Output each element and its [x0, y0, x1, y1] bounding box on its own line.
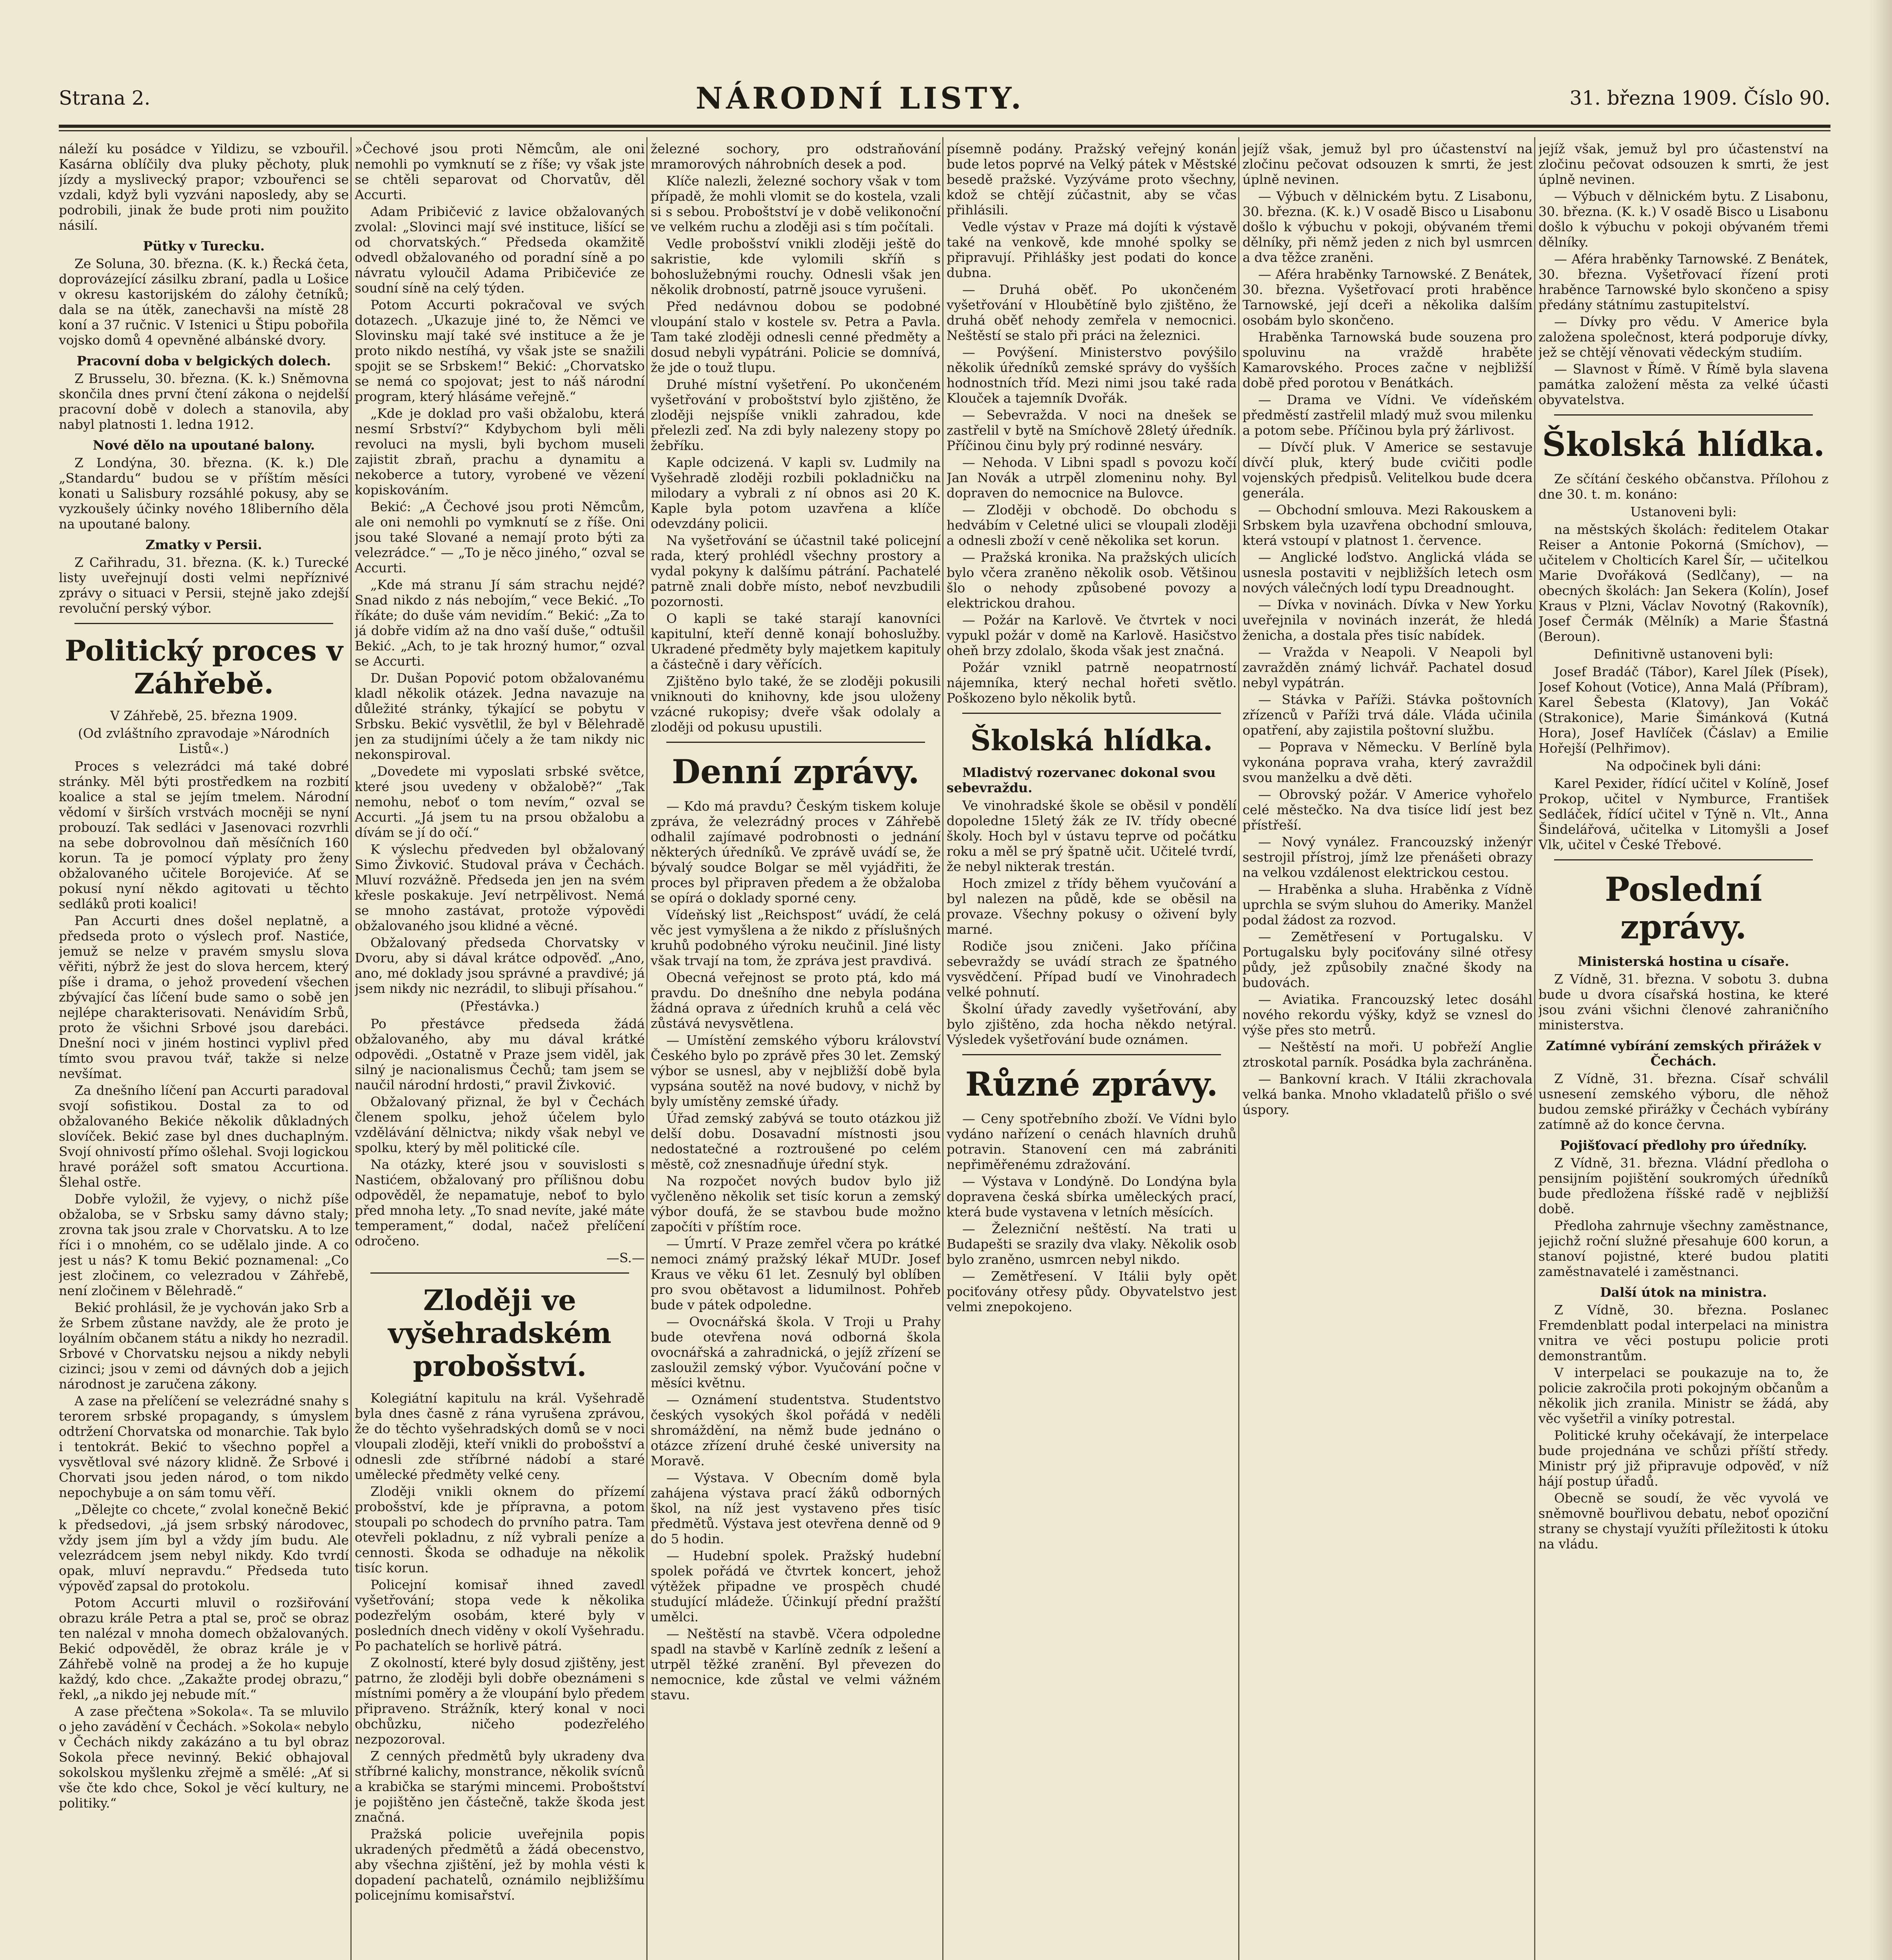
article-paragraph: Potom Accurti pokračoval ve svých dotazech. „Ukazuje jiné to, že Němci ve Slovinsku mají také své instituce a že je proto nikdo nestíhá, vy však jste se snažili spojit se se Srbskem!“ Bekić: „Chorvatsko se nemá co spojovat; jest to náš národní program, který hlásáme veřejně.“ [355, 297, 645, 404]
article-paragraph: Na rozpočet nových budov bylo již vyčleněno několik set tisíc korun a zemský výbor doufá, že se stavbou bude možno započíti v příštím roce. [651, 1173, 941, 1234]
article-paragraph: na městských školách: ředitelem Otakar Reiser a Antonie Pokorná (Smíchov), — učitelem v Cholticích Karel Šír, — učitelkou Marie Dvořáková (Sedlčany), — na obecných školách: Jan Sekera (Kolín), Josef Kraus v Plzni, Václav Novotný (Rakovník), Josef Čermák (Mělník) a Marie Šťastná (Beroun). [1538, 522, 1829, 644]
column-divider [1534, 137, 1535, 1960]
article-paragraph: — Drama ve Vídni. Ve vídeňském předměstí zastřelil mladý muž svou milenku a potom sebe. Příčinou byla prý žárlivost. [1243, 392, 1533, 438]
article-paragraph: — Výbuch v dělnickém bytu. Z Lisabonu, 30. března. (K. k.) V osadě Bisco u Lisabonu došlo k výbuchu v pokoji obývaném třemi dělníky. [1538, 189, 1829, 250]
article-paragraph: Obecná veřejnost se proto ptá, kdo má pravdu. Do dnešního dne nebyla podána žádná oprava z úředních kruhů a celá věc zůstává nevysvětlena. [651, 970, 941, 1031]
article-paragraph: — Druhá oběť. Po ukončeném vyšetřování v Hloubětíně bylo zjištěno, že druhá oběť nehody zemřela v nemocnici. Neštěstí se stalo při práci na železnici. [947, 282, 1237, 343]
news-subhead: Zmatky v Persii. [145, 537, 262, 552]
article-paragraph: — Slavnost v Římě. V Římě byla slavena památka založení města za velké účasti obyvatelstva. [1538, 361, 1829, 407]
article-paragraph: Z Vídně, 31. března. V sobotu 3. dubna bude u dvora císařská hostina, ke které jsou zváni všichni členové zahraničního ministerstva. [1538, 971, 1829, 1033]
article-paragraph: Kolegiátní kapitulu na král. Vyšehradě byla dnes časně z rána vyrušena zprávou, že do těchto vyšehradských domů se v noci vloupali zloději, kteří vnikli do probošství a odnesli zde stříbrné nádobí a staré umělecké předměty velké ceny. [355, 1390, 645, 1482]
article-paragraph: Bekić prohlásil, že je vychován jako Srb a že Srbem zůstane navždy, ale že proto je loyálním občanem státu a nikdy ho nezradil. Srbové v Chorvatsku nejsou a nikdy nebyli cizinci; jsou v zemi od dávných dob a jejich národnost je zaručena zákony. [59, 1300, 349, 1392]
column-5 [1243, 141, 1533, 1960]
article-paragraph: — Železniční neštěstí. Na trati u Budapešti se srazily dva vlaky. Několik osob bylo zraněno, usmrcen nebyl nikdo. [947, 1221, 1237, 1267]
article-paragraph: — Ovocnářská škola. V Troji u Prahy bude otevřena nová odborná škola ovocnářská a zahradnická, o jejíž zřízení se zasloužil zemský výbor. Vyučování počne v měsíci květnu. [651, 1314, 941, 1390]
article-paragraph: Zloději vnikli oknem do přízemí probošství, kde je přípravna, a potom stoupali po schodech do prvního patra. Tam otevřeli pokladnu, z níž vybrali peníze a cennosti. Škoda se odhaduje na několik tisíc korun. [355, 1484, 645, 1575]
article-paragraph: — Vražda v Neapoli. V Neapoli byl zavražděn známý lichvář. Pachatel dosud nebyl vypátrán. [1243, 644, 1533, 690]
article-paragraph: Kaple odcizená. V kapli sv. Ludmily na Vyšehradě zloději rozbili pokladničku na milodary a vybrali z ní obnos asi 20 K. Kaple byla potom uzavřena a klíče odevzdány policii. [651, 455, 941, 531]
article-paragraph: Rodiče jsou zničeni. Jako příčina sebevraždy se uvádí strach ze špatného vysvědčení. Případ budí ve Vinohradech velké pohnutí. [947, 938, 1237, 1000]
article-paragraph: Školní úřady zavedly vyšetřování, aby bylo zjištěno, zda hocha někdo netýral. Výsledek vyšetřování bude oznámen. [947, 1001, 1237, 1047]
article-paragraph: — Neštěstí na stavbě. Včera odpoledne spadl na stavbě v Karlíně zedník z lešení a utrpěl těžké zranění. Byl převezen do nemocnice, kde zůstal ve velmi vážném stavu. [651, 1626, 941, 1702]
article-paragraph: Ze Soluna, 30. března. (K. k.) Řecká četa, doprovázející zásilku zbraní, padla u Lošice v okresu kastorijském do zálohy četníků; dala se na útěk, zanechavši na místě 28 koní a 37 ručnic. V Istenici u Štipu pobořila vojsko domů 4 opevněné albánské dvory. [59, 256, 349, 348]
article-paragraph: náleží ku posádce v Yildizu, se vzbouřil. Kasárna oblíčily dva pluky pěchoty, pluk jízdy a myslivecký prapor; vzbouřenci se vzdali, když byli vyzváni naposledy, aby se podrobili, jinak že bude proti nim použito násilí. [59, 141, 349, 233]
article-paragraph: Na vyšetřování se účastnil také policejní rada, který prohlédl všechny prostory a vydal pokyny k dalšímu pátrání. Pachatelé patrně znali dobře místo, neboť nevzbudili pozornosti. [651, 533, 941, 609]
article-paragraph: Bekić: „A Čechové jsou proti Němcům, ale oni nemohli po vymknutí se z říše. Oni jsou také Slované a nemají proto býti za velezrádce.“ — „To je něco jiného,“ ozval se Accurti. [355, 499, 645, 575]
article-paragraph: Pan Accurti dnes došel neplatně, a předseda proto o výslech prof. Nastiće, jemuž se nelze v pravém smyslu slova věřiti, nýbrž že jest do slova hercem, který píše i drama, o jehož provedení všechen zbývající čas líčení bude samo o sobě jen nejlépe charakterisovati. Nenávidím Srbů, proto že všichni Srbové jsou darebáci. Dnešní noci v jiném hostinci vyplivl před tímto svou pravou tvář, takže si nelze nevšímat. [59, 913, 349, 1081]
news-subhead: Mladistvý rozervanec dokonal svou sebevraždu. [947, 765, 1216, 795]
article-paragraph: Ve vinohradské škole se oběsil v pondělí dopoledne 15letý žák ze IV. třídy obecné školy. Hoch byl v ústavu teprve od počátku roku a měl se prý špatně učit. Učitelé tvrdí, že nebyl nikterak trestán. [947, 798, 1237, 874]
article-paragraph: Potom Accurti mluvil o rozšiřování obrazu krále Petra a ptal se, proč se obraz ten nalézal v mnoha domech obžalovaných. Bekić odpověděl, že obraz krále je v Záhřebě volně na prodej a že ho kupuje každý, kdo chce. „Zakažte prodej obrazu,“ řekl, „a nikdo jej nebude mít.“ [59, 1595, 349, 1702]
article-paragraph: — Umístění zemského výboru království Českého bylo po zprávě přes 30 let. Zemský výbor se usnesl, aby v nejbližší době byla vypsána soutěž na nové budovy, v nichž by byly umístěny zemské úřady. [651, 1033, 941, 1109]
section-rule [962, 1054, 1221, 1055]
article-paragraph: — Dívky pro vědu. V Americe byla založena společnost, která podporuje dívky, jež se chtějí věnovati vědeckým studiím. [1538, 314, 1829, 360]
article-paragraph: „Dovedete mi vyposlati srbské světce, které jsou uvedeny v obžalobě?“ „Tak nemohu, neboť o tom nevím,“ ozval se Accurti. „Já jsem tu na prsou obžalobu a dívám se jí do očí.“ [355, 764, 645, 840]
article-paragraph: — Aviatika. Francouzský letec dosáhl nového rekordu výšky, když se vznesl do výše přes sto metrů. [1243, 992, 1533, 1038]
news-subhead: Další útok na ministra. [1600, 1285, 1767, 1300]
column-divider [646, 137, 648, 1960]
article-paragraph: železné sochory, pro odstraňování mramorových náhrobních desek a pod. [651, 141, 941, 172]
column-4 [947, 141, 1237, 1960]
section-rule [1554, 859, 1813, 860]
article-paragraph: Josef Bradáč (Tábor), Karel Jílek (Písek), Josef Kohout (Votice), Anna Malá (Příbram), Karel Šebesta (Klatovy), Jan Vokáč (Strakonice), Marie Šimánková (Kutná Hora), Josef Havlíček (Čáslav) a Emilie Hořejší (Pelhřimov). [1538, 664, 1829, 756]
article-paragraph: — Bankovní krach. V Itálii zkrachovala velká banka. Mnoho vkladatelů přišlo o své úspory. [1243, 1071, 1533, 1117]
article-heading: Školská hlídka. [970, 724, 1213, 757]
article-paragraph: Karel Pexider, řídící učitel v Kolíně, Josef Prokop, učitel v Nymburce, František Sedláček, řídící učitel v Týně n. Vlt., Anna Šindelářová, učitelka v Litomyšli a Josef Vlk, učitel v České Třebové. [1538, 776, 1829, 852]
article-paragraph: Dr. Dušan Popović potom obžalovanému kladl několik otázek. Jedna navazuje na důležité stránky, týkající se pobytu v Srbsku. Bekić vysvětlil, že byl v Bělehradě jen za studijními účely a že tam nikdy nic nekonspiroval. [355, 670, 645, 762]
article-paragraph: Dobře vyložil, že vyjevy, o nichž píše obžaloba, se v Srbsku samy dávno staly; zrovna tak jsou zrale v Chorvatsku. A to lze říci i o mnohém, co se udělalo jinde. A co jest u nás? K tomu Bekić poznamenal: „Co jest zločinem, co velezradou v Záhřebě, není zločinem v Bělehradě.“ [59, 1191, 349, 1298]
article-paragraph: Předloha zahrnuje všechny zaměstnance, jejichž roční služné přesahuje 600 korun, a stanoví pojistné, které budou platiti zaměstnavatelé i zaměstnanci. [1538, 1218, 1829, 1279]
column-1 [59, 141, 349, 1960]
column-divider [1238, 137, 1239, 1960]
article-paragraph: — Požár na Karlově. Ve čtvrtek v noci vypukl požár v domě na Karlově. Hasičstvo oheň brzy zdolalo, škoda však jest značná. [947, 612, 1237, 658]
article-paragraph: — Pražská kronika. Na pražských ulicích bylo včera zraněno několik osob. Většinou šlo o nehody způsobené povozy a elektrickou drahou. [947, 550, 1237, 611]
article-heading: Zloději ve vyšehradském probošství. [388, 1283, 611, 1383]
article-paragraph: — Hraběnka a sluha. Hraběnka z Vídně uprchla se svým sluhou do Ameriky. Manžel podal žádost za rozvod. [1243, 882, 1533, 927]
article-paragraph: Z okolností, které byly dosud zjištěny, jest patrno, že zloději byli dobře obeznámeni s místními poměry a že vloupání bylo předem připraveno. Strážník, který konal v noci obchůzku, ničeho podezřelého nezpozoroval. [355, 1655, 645, 1747]
masthead-rule [59, 125, 1830, 128]
article-paragraph: Obžalovaný předseda Chorvatsky v Dvoru, aby si dával krátce odpověď. „Ano, ano, mé doklady jsou správné a pravdivé; já jsem nikdy nic nezrádil, to slibuji přísahou.“ [355, 935, 645, 996]
masthead-rule-thin [59, 130, 1830, 131]
article-paragraph: Obžalovaný přiznal, že byl v Čechách členem spolku, jehož účelem bylo vzdělávání dělnictva; nikdy však nebyl ve spolku, který by měl politické cíle. [355, 1094, 645, 1155]
article-paragraph: — Dívčí pluk. V Americe se sestavuje dívčí pluk, který bude cvičiti podle vojenských předpisů. Velitelkou bude dcera generála. [1243, 439, 1533, 501]
list-subhead: Ustanoveni byli: [1630, 504, 1737, 519]
article-paragraph: — Stávka v Paříži. Stávka poštovních zřízenců v Paříži trvá dále. Vláda učinila opatření, aby zajistila poštovní službu. [1243, 692, 1533, 738]
article-paragraph: — Obrovský požár. V Americe vyhořelo celé městečko. Na dva tisíce lidí jest bez přístřeší. [1243, 787, 1533, 833]
section-rule [962, 713, 1221, 714]
article-paragraph: Proces s velezrádci má také dobré stránky. Měl býti prostředkem na rozbití koalice a stal se jejím tmelem. Národní vědomí v širších vrstvách mocněji se nyní probouzí. Tak sedláci v Jasenovaci rozvrhli na sebe dobrovolnou daň měsíčních 160 korun. Ta je pomocí výplaty pro ženy obžalovaného učitele Borojeviće. Ať se pokusí nyní někdo agitovati u těchto sedláků proti koalici! [59, 759, 349, 911]
article-paragraph: Zjištěno bylo také, že se zloději pokusili vniknouti do knihovny, kde jsou uloženy vzácné rukopisy; dveře však odolaly a zloději od pokusu upustili. [651, 673, 941, 735]
section-heading: Denní zprávy. [672, 752, 920, 791]
article-paragraph: — Úmrtí. V Praze zemřel včera po krátké nemoci známý pražský lékař MUDr. Josef Kraus ve věku 61 let. Zesnulý byl oblíben pro svou obětavost a lidumilnost. Pohřeb bude v pátek odpoledne. [651, 1236, 941, 1312]
article-paragraph: Politické kruhy očekávají, že interpelace bude projednána ve schůzi příští středy. Ministr prý již připravuje odpověď, v níž hájí postup úřadů. [1538, 1428, 1829, 1489]
article-paragraph: K výslechu předveden byl obžalovaný Simo Živković. Studoval práva v Čechách. Mluví rozvážně. Předseda jen jen na svém křesle poskakuje. Jeví netrpělivost. Nemá se mnoho zastávat, protože výpovědi obžalovaného jsou klidné a věcné. [355, 842, 645, 933]
article-paragraph: jejíž však, jemuž byl pro účastenství na zločinu pečovat odsouzen k smrti, že jest úplně nevinen. [1538, 141, 1829, 187]
article-paragraph: Z Vídně, 31. března. Vládní předloha o pensijním pojištění soukromých úředníků bude předložena říšské radě v nejbližší době. [1538, 1155, 1829, 1216]
section-rule [370, 1272, 629, 1274]
article-paragraph: — Nový vynález. Francouzský inženýr sestrojil přístroj, jímž lze přenášeti obrazy na velkou vzdálenost elektrickou cestou. [1243, 834, 1533, 880]
article-paragraph: — Ceny spotřebního zboží. Ve Vídni bylo vydáno nařízení o cenách hlavních druhů potravin. Stanovení cen má zabrániti nepřiměřenému zdražování. [947, 1111, 1237, 1172]
article-paragraph: Obecně se soudí, že věc vyvolá ve sněmovně bouřlivou debatu, neboť opoziční strany se chystají využíti příležitosti k útoku na vládu. [1538, 1490, 1829, 1552]
article-paragraph: Adam Pribičević z lavice obžalovaných zvolal: „Slovinci mají své instituce, lišící se od chorvatských.“ Předseda okamžitě odvedl obžalovaného od poradní síně a po návratu vyloučil Adama Pribičeviće ze soudní síně na celý týden. [355, 204, 645, 296]
article-paragraph: Hraběnka Tarnowská bude souzena pro spoluvinu na vraždě hraběte Kamarovského. Proces začne v nejbližší době před porotou v Benátkách. [1243, 329, 1533, 390]
article-paragraph: V interpelaci se poukazuje na to, že policie zakročila proti pokojným občanům a několik jich zranila. Ministr se žádá, aby věc vyšetřil a viníky potrestal. [1538, 1365, 1829, 1426]
article-paragraph: — Hudební spolek. Pražský hudební spolek pořádá ve čtvrtek koncert, jehož výtěžek připadne ve prospěch chudé studující mládeže. Účinkují přední pražští umělci. [651, 1548, 941, 1624]
article-heading: Politický proces v Záhřebě. [65, 634, 343, 700]
article-paragraph: O kapli se také starají kanovníci kapitulní, kteří denně konají bohoslužby. Ukradené předměty byly majetkem kapituly a částečně i dary věřících. [651, 611, 941, 672]
author-signature: —S.— [606, 1250, 645, 1265]
column-2 [355, 141, 645, 1960]
article-paragraph: — Anglické loďstvo. Anglická vláda se usnesla postaviti v nejbližších letech osm nových válečných lodí typu Dreadnought. [1243, 550, 1533, 595]
article-paragraph: Pražská policie uveřejnila popis ukradených předmětů a žádá obecenstvo, aby všechna zjištění, jež by mohla vésti k dopadení pachatelů, oznámilo nejbližšímu policejnímu komisařství. [355, 1826, 645, 1903]
article-paragraph: Z Vídně, 30. března. Poslanec Fremdenblatt podal interpelaci na ministra vnitra ve věci postupu policie proti demonstrantům. [1538, 1302, 1829, 1363]
column-6 [1538, 141, 1829, 1960]
article-paragraph: „Kde má stranu Jí sám strachu nejdé? Snad nikdo z nás nebojím,“ vece Bekić. „To říkáte; do duše vám nevidím.“ Bekić: „Za to já dobře vidím až na dno vaší duše,“ odtušil Bekić. „Ach, to je tak hrozný humor,“ ozval se Accurti. [355, 577, 645, 669]
article-credit: (Od zvláštního zpravodaje »Národních Listů«.) [78, 726, 330, 756]
article-paragraph: Z cenných předmětů byly ukradeny dva stříbrné kalichy, monstrance, několik svícnů a krabička se starými mincemi. Proboštství je pojištěno jen částečně, takže škoda jest značná. [355, 1748, 645, 1825]
column-divider [942, 137, 943, 1960]
article-paragraph: — Výbuch v dělnickém bytu. Z Lisabonu, 30. března. (K. k.) V osadě Bisco u Lisabonu došlo k výbuchu v pokoji, obývaném třemi dělníky, při němž jeden z nich byl usmrcen a dva těžce zraněni. [1243, 189, 1533, 265]
article-paragraph: — Oznámení studentstva. Studentstvo českých vysokých škol pořádá v neděli shromáždění, na němž bude jednáno o otázce zřízení druhé české university na Moravě. [651, 1392, 941, 1468]
article-paragraph: Z Londýna, 30. března. (K. k.) Dle „Standardu“ budou se v příštím měsíci konati u Salisbury rozsáhlé pokusy, aby se vyzkoušely účinky nového 18liberního děla na upoutané balony. [59, 455, 349, 532]
article-paragraph: Z Vídně, 31. března. Císař schválil usnesení zemského výboru, dle něhož budou zemské přirážky v Čechách vybírány zatímně až do konce června. [1538, 1071, 1829, 1132]
article-paragraph: Z Cařihradu, 31. března. (K. k.) Turecké listy uveřejnují dosti velmi nepříznivé zprávy o situaci v Persii, stejně jako zdejší revoluční perský výbor. [59, 555, 349, 616]
issue-date: 31. března 1909. Číslo 90. [1569, 87, 1830, 109]
article-paragraph: Policejní komisař ihned zavedl vyšetřování; stopa vede k několika podezřelým osobám, které byly v posledních dnech viděny v okolí Vyšehradu. Po pachatelích se horlivě pátrá. [355, 1577, 645, 1653]
article-paragraph: Požár vznikl patrně neopatrností nájemníka, který nechal hořeti světlo. Poškozeno bylo několik bytů. [947, 660, 1237, 706]
article-paragraph: — Výstava. V Obecním domě byla zahájena výstava prací žáků odborných škol, na níž jest vystaveno přes tisíc předmětů. Výstava jest otevřena denně od 9 do 5 hodin. [651, 1470, 941, 1546]
article-paragraph: »Čechové jsou proti Němcům, ale oni nemohli po vymknutí se z říše; vy však jste se chtěli separovat od Chorvatův, děl Accurti. [355, 141, 645, 202]
article-paragraph: — Aféra hraběnky Tarnowské. Z Benátek, 30. března. Vyšetřovací proti hraběnce Tarnowské, její dceři a několika dalším osobám bylo skončeno. [1243, 267, 1533, 328]
article-paragraph: Klíče nalezli, železné sochory však v tom případě, že mohli vlomit se do kostela, vzali si s sebou. Proboštství je v době velikonoční ve velkém ruchu a zloději asi s tím počítali. [651, 173, 941, 234]
article-paragraph: — Dívka v novinách. Dívka v New Yorku uveřejnila v novinách inzerát, že hledá ženicha, a dostala přes tisíc nabídek. [1243, 597, 1533, 643]
article-paragraph: jejíž však, jemuž byl pro účastenství na zločinu pečovat odsouzen k smrti, že jest úplně nevinen. [1243, 141, 1533, 187]
article-paragraph: — Zemětřesení v Portugalsku. V Portugalsku byly pociťovány silné otřesy půdy, jež způsobily značné škody na budovách. [1243, 929, 1533, 990]
article-paragraph: — Obchodní smlouva. Mezi Rakouskem a Srbskem byla uzavřena obchodní smlouva, která vstoupí v platnost 1. července. [1243, 502, 1533, 548]
article-dateline: V Záhřebě, 25. března 1909. [110, 708, 297, 723]
section-heading: Různé zprávy. [965, 1065, 1218, 1103]
article-paragraph: — Sebevražda. V noci na dnešek se zastřelil v bytě na Smíchově 28letý úředník. Příčinou činu byly prý rodinné nesváry. [947, 407, 1237, 453]
article-paragraph: Úřad zemský zabývá se touto otázkou již delší dobu. Dosavadní místnosti jsou nedostatečné a roztroušené po celém městě, což znesnadňuje úřední styk. [651, 1111, 941, 1172]
page-number: Strana 2. [59, 87, 151, 109]
news-subhead: Pracovní doba v belgických dolech. [76, 353, 331, 368]
article-paragraph: Druhé místní vyšetření. Po ukončeném vyšetřování v proboštství bylo zjištěno, že zloději nejspíše vnikli zahradou, kde přelezli zeď. Na zdi byly nalezeny stopy po žebříku. [651, 377, 941, 453]
article-paragraph: Z Brusselu, 30. března. (K. k.) Sněmovna skončila dnes první čtení zákona o nejdelší pracovní době v dolech a stanovila, aby nabyl platnosti 1. ledna 1912. [59, 371, 349, 432]
article-paragraph: Před nedávnou dobou se podobné vloupání stalo v kostele sv. Petra a Pavla. Tam také zloději odnesli cenné předměty a dosud nebyli vypátráni. Policie se domnívá, že jde o touž tlupu. [651, 299, 941, 375]
article-paragraph: Hoch zmizel z třídy během vyučování a byl nalezen na půdě, kde se oběsil na provaze. Všechny pokusy o oživení byly marné. [947, 876, 1237, 937]
section-heading: Poslední zprávy. [1605, 870, 1762, 946]
list-subhead: Na odpočinek byli dáni: [1605, 758, 1761, 773]
masthead [59, 78, 1830, 118]
news-subhead: Nové dělo na upoutané balony. [93, 437, 315, 453]
article-paragraph: A zase přečtena »Sokola«. Ta se mluvilo o jeho zavádění v Čechách. »Sokola« nebylo v Čechách nikdy zakázáno a tu byl obraz Sokola přece nevinný. Bekić obhajoval sokolskou myšlenku zřejmě a smělé: „Ať si vše čte kdo chce, Sokol je věcí kultury, ne politiky.“ [59, 1704, 349, 1811]
list-subhead: Definitivně ustanoveni byli: [1593, 646, 1774, 662]
article-paragraph: — Výstava v Londýně. Do Londýna byla dopravena česká sbírka uměleckých prací, která bude vystavena v letních měsících. [947, 1174, 1237, 1220]
article-paragraph: „Dělejte co chcete,“ zvolal konečně Bekić k předsedovi, „já jsem srbský národovec, vždy jsem jím byl a vždy jím budu. Ale velezrádcem jsem nebyl nikdy. Kdo tvrdí opak, mluví nepravdu.“ Předseda tuto výpověď zapsal do protokolu. [59, 1502, 349, 1593]
article-paragraph: Vedle výstav v Praze má dojíti k výstavě také na venkově, kde mnohé spolky se připravují. Přihlášky jest podati do konce dubna. [947, 219, 1237, 280]
page-edge-shadow [1868, 0, 1892, 1960]
section-rule [1554, 414, 1813, 416]
newspaper-title: NÁRODNÍ LISTY. [695, 80, 1025, 116]
article-paragraph: Za dnešního líčení pan Accurti paradoval svojí sofistikou. Dostal za to od obžalovaného Bekiće několik důkladných slovíček. Bekić zase byl dnes duchaplným. Svojí ohnivostí přímo ošlehal. Svoji logickou hravé porážel soft smatou Accurtiona. Šlehal ostře. [59, 1083, 349, 1190]
article-paragraph: — Neštěstí na moři. U pobřeží Anglie ztroskotal parník. Posádka byla zachráněna. [1243, 1039, 1533, 1070]
section-heading: Školská hlídka. [1542, 425, 1825, 464]
news-subhead: Zatímné vybírání zemských přirážek v Čechách. [1546, 1038, 1821, 1069]
article-paragraph: — Kdo má pravdu? Českým tiskem koluje zpráva, že velezrádný proces v Záhřebě odhalil zajímavé podrobnosti o jednání některých úředníků. Ve zprávě uvádí se, že bývalý soudce Bolgar se měl vyjádřiti, že proces byl připraven předem a že obžaloba se opírá o doklady sporné ceny. [651, 799, 941, 906]
news-subhead: Ministerská hostina u císaře. [1578, 954, 1789, 969]
section-rule [666, 742, 925, 743]
article-paragraph: písemně podány. Pražský veřejný konán bude letos poprvé na Velký pátek v Městské besedě pražské. Vyzýváme proto všechny, kdož se chtějí zúčastnit, aby se včas přihlásili. [947, 141, 1237, 218]
column-3 [651, 141, 941, 1960]
article-paragraph: — Povýšení. Ministerstvo povýšilo několik úředníků zemské správy do vyšších hodnostních tříd. Mezi nimi jsou také rada Klouček a tajemník Dvořák. [947, 345, 1237, 406]
article-paragraph: Vídeňský list „Reichspost“ uvádí, že celá věc jest vymyšlena a že nikdo z příslušných kruhů podobného výroku neučinil. Jiné listy však trvají na tom, že zpráva jest pravdivá. [651, 907, 941, 968]
article-paragraph: — Aféra hraběnky Tarnowské. Z Benátek, 30. března. Vyšetřovací řízení proti hraběnce Tarnowské bylo skončeno a spisy předány státnímu zastupitelství. [1538, 251, 1829, 312]
article-paragraph: — Poprava v Německu. V Berlíně byla vykonána poprava vraha, který zavraždil svou manželku a dvě děti. [1243, 739, 1533, 785]
news-subhead: Pütky v Turecku. [143, 238, 265, 254]
article-paragraph: A zase na přelíčení se velezrádné snahy s terorem srbské propagandy, s úmyslem odtržení Chorvatska od monarchie. Tak bylo i tentokrát. Bekić to všechno popřel a vysvětloval své názory klidně. Že Srbové i Chorvati jsou jeden národ, o tom nikdo nepochybuje a on sám tomu věří. [59, 1393, 349, 1500]
article-paragraph: Ze sčítání českého občanstva. Přílohou z dne 30. t. m. konáno: [1538, 471, 1829, 502]
article-paragraph: — Zemětřesení. V Itálii byly opět pociťovány otřesy půdy. Obyvatelstvo jest velmi znepokojeno. [947, 1269, 1237, 1314]
article-paragraph: „Kde je doklad pro vaši obžalobu, která nesmí Srbství?“ Kdybychom byli měli revoluci na mysli, byli bychom museli zajistit zbraň, prachu a dynamitu a nekoberce a tutory, vyrobené ve vězení kopiskováním. [355, 406, 645, 497]
article-paragraph: — Nehoda. V Libni spadl s povozu kočí Jan Novák a utrpěl zlomeninu nohy. Byl dopraven do nemocnice na Bulovce. [947, 455, 1237, 501]
column-divider [350, 137, 352, 1960]
news-subhead: Pojišťovací předlohy pro úředníky. [1560, 1138, 1807, 1153]
section-rule [74, 623, 333, 624]
article-paragraph: Po přestávce předseda žádá obžalovaného, aby mu dával krátké odpovědi. „Ostatně v Praze jsem viděl, jak silný je nacionalismus Čechů; tam jsem se naučil národní hrdosti,“ pravil Živković. [355, 1016, 645, 1093]
article-paragraph: Vedle probošství vnikli zloději ještě do sakristie, kde vylomili skříň s bohoslužebnými rouchy. Odnesli však jen několik drobností, patrně jsouce vyrušeni. [651, 236, 941, 297]
article-paragraph: Na otázky, které jsou v souvislosti s Nastićem, obžalovaný pro přílišnou dobu odpověděl, že nepamatuje, neboť to bylo před mnoha lety. „To snad nevíte, jaké máte temperament,“ dodal, načež přelíčení odročeno. [355, 1157, 645, 1249]
intermission-note: (Přestávka.) [460, 998, 539, 1014]
article-paragraph: — Zloději v obchodě. Do obchodu s hedvábím v Celetné ulici se vloupali zloději a odnesli zboží v ceně několika set korun. [947, 502, 1237, 548]
